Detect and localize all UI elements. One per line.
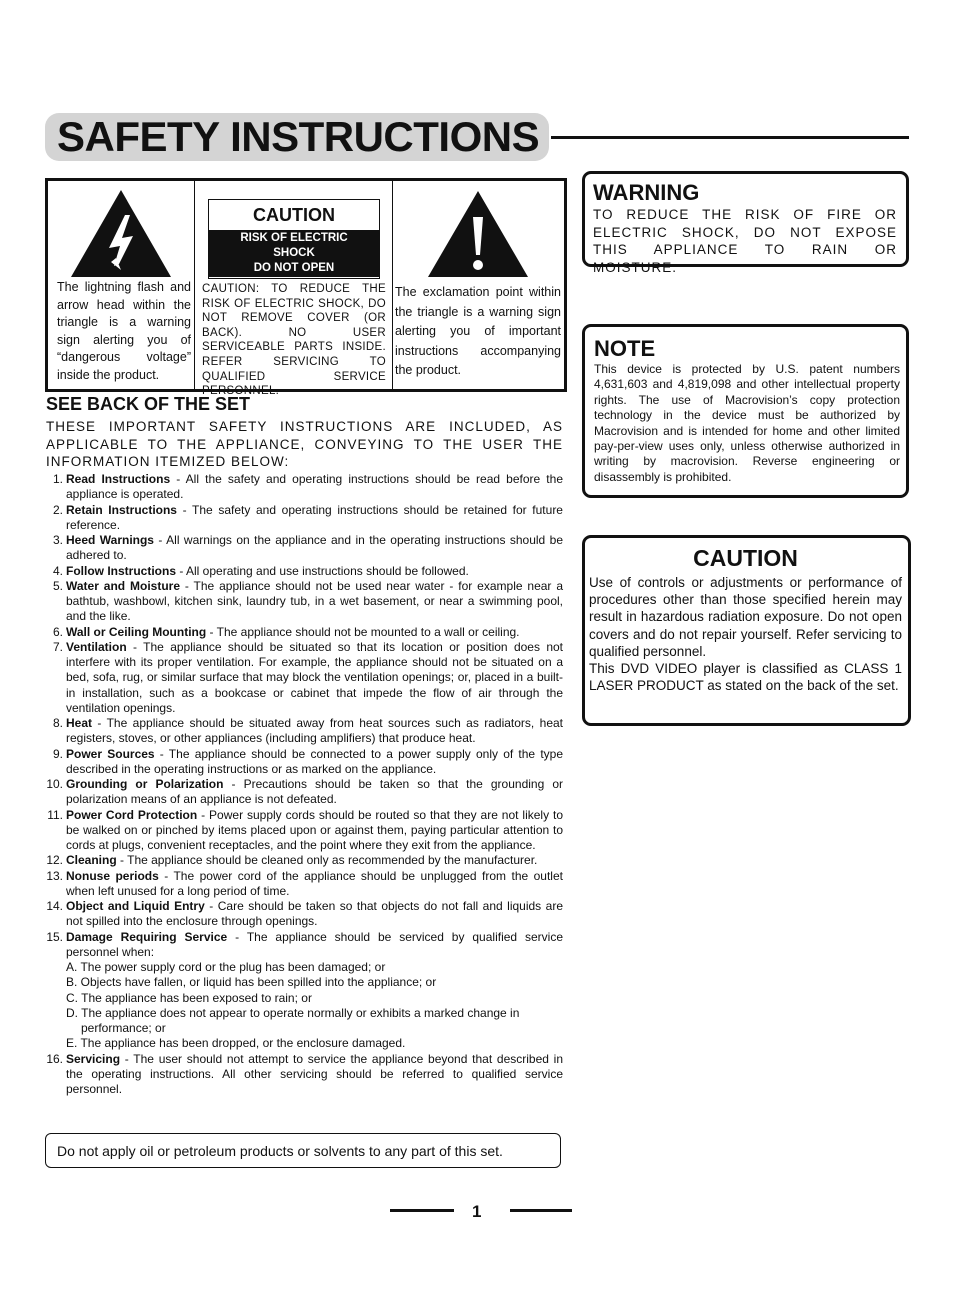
item-title: Servicing bbox=[66, 1051, 121, 1066]
list-item bbox=[46, 579, 563, 625]
divider bbox=[392, 181, 393, 389]
list-item bbox=[46, 747, 563, 778]
list-item bbox=[46, 625, 563, 640]
divider bbox=[194, 181, 195, 389]
instructions-list bbox=[46, 472, 563, 1097]
note-text: This device is protected by U.S. patent numbers 4,631,603 and 4,819,098 and other intellectual property rights. The use of Macrovision’s copy protection technology in the device must be authorized by Macrovision and is intended for home and other limited pay-per-view uses only, unless otherwise authorized in writing by macrovision. Reverse engineering or disassembly is prohibited. bbox=[594, 362, 900, 484]
sub-item: performance; or bbox=[81, 1021, 166, 1035]
caution-label-line: RISK OF ELECTRIC bbox=[240, 232, 348, 244]
item-text: - Precautions should be taken so that the grounding or polarization means of an appliance is not defeated. bbox=[66, 777, 563, 807]
item-title: Ventilation bbox=[66, 639, 127, 654]
item-number: 16. bbox=[46, 1051, 63, 1066]
caution-label bbox=[208, 199, 380, 279]
item-text: - The appliance should be connected to a power supply only of the type described in the operating instructions or as marked on the appliance. bbox=[66, 746, 564, 776]
caution-box-title: CAUTION bbox=[693, 545, 798, 571]
caution-description: CAUTION: TO REDUCE THE RISK OF ELECTRIC SHOCK, DO NOT REMOVE COVER (OR BACK). NO USER SERVICEABLE PARTS INSIDE. REFER SERVICING TO QUALIFIED SERVICE PERSONNEL. bbox=[202, 283, 386, 398]
item-number: 10. bbox=[46, 777, 63, 791]
list-item bbox=[46, 899, 563, 930]
list-item bbox=[46, 930, 563, 961]
item-number: 11. bbox=[47, 807, 63, 822]
item-text: - All warnings on the appliance and in the operating instructions should be adhered to. bbox=[66, 533, 563, 563]
list-item bbox=[46, 716, 563, 747]
title-rule bbox=[551, 136, 909, 139]
item-title: Grounding or Polarization bbox=[66, 777, 224, 791]
list-item bbox=[46, 777, 563, 808]
item-number: 4. bbox=[52, 563, 63, 578]
item-title: Damage Requiring Service bbox=[66, 929, 228, 944]
sub-item: C. The appliance has been exposed to rain; or bbox=[66, 990, 312, 1005]
warning-box bbox=[582, 171, 909, 275]
item-number: 1. bbox=[52, 472, 63, 486]
item-title: Cleaning bbox=[66, 853, 117, 868]
item-number: 15. bbox=[46, 929, 63, 944]
item-number: 8. bbox=[52, 716, 63, 730]
section-heading: SEE BACK OF THE SET bbox=[46, 394, 251, 414]
warning-text: TO REDUCE THE RISK OF FIRE OR ELECTRIC SHOCK, DO NOT EXPOSE THIS APPLIANCE TO RAIN OR MOISTURE. bbox=[593, 207, 897, 275]
item-title: Nonuse periods bbox=[66, 868, 159, 883]
lightning-description: The lightning flash and arrow head within the triangle is a warning sign alerting you of “dangerous voltage” inside the product. bbox=[57, 280, 191, 382]
list-item bbox=[46, 472, 563, 503]
caution-label-line: SHOCK bbox=[273, 247, 315, 259]
list-item bbox=[46, 1052, 563, 1098]
caution-label-title: CAUTION bbox=[253, 205, 335, 225]
page-title: SAFETY INSTRUCTIONS bbox=[57, 113, 540, 160]
symbols-box bbox=[45, 178, 567, 398]
exclamation-description: The exclamation point within the triangle is a warning sign alerting you of important instructions accompanying the product. bbox=[395, 285, 561, 377]
list-item bbox=[46, 564, 563, 579]
item-text: - The appliance should not be mounted to a wall or ceiling. bbox=[206, 624, 520, 639]
item-number: 12. bbox=[46, 853, 63, 868]
item-number: 6. bbox=[52, 624, 63, 639]
item-text: - The power cord of the appliance should be unplugged from the outlet when left unused for a long period of time. bbox=[66, 868, 563, 898]
list-item bbox=[46, 533, 563, 564]
item-title: Object and Liquid Entry bbox=[66, 899, 205, 913]
item-number: 13. bbox=[46, 868, 63, 883]
note-box bbox=[582, 324, 909, 498]
intro-text: THESE IMPORTANT SAFETY INSTRUCTIONS ARE INCLUDED, AS APPLICABLE TO THE APPLIANCE, CONVEYING TO THE USER THE INFORMATION ITEMIZED BELOW: bbox=[46, 419, 563, 469]
caution-box-text: Use of controls or adjustments or performance of procedures other than those specified herein may result in hazardous radiation exposure. Do not open covers and do not repair yourself. Refer servicing to qualified personnel. bbox=[589, 575, 902, 659]
item-title: Read Instructions bbox=[66, 472, 171, 486]
item-text: - The appliance should be situated away from heat sources such as radiators, heat registers, stoves, or other appliances (including amplifiers) that produce heat. bbox=[66, 716, 563, 746]
item-title: Follow Instructions bbox=[66, 563, 176, 578]
item-text: - The appliance should be serviced by qualified service personnel when: bbox=[66, 929, 563, 959]
item-number: 5. bbox=[52, 578, 63, 593]
list-item bbox=[46, 869, 563, 900]
caution-box bbox=[582, 535, 911, 726]
item-text: - The appliance should not be used near water - for example near a bathtub, washbowl, kitchen sink, laundry tub, in a wet basement, or near a swimming pool, and the like. bbox=[66, 578, 563, 624]
note-title: NOTE bbox=[594, 336, 656, 361]
item-number: 9. bbox=[52, 746, 63, 761]
item-title: Wall or Ceiling Mounting bbox=[66, 624, 207, 639]
item-title: Heed Warnings bbox=[66, 533, 154, 547]
item-text: - All operating and use instructions should be followed. bbox=[176, 563, 469, 578]
item-number: 7. bbox=[52, 639, 63, 654]
item-title: Power Cord Protection bbox=[66, 807, 198, 822]
item-text: - The safety and operating instructions should be retained for future reference. bbox=[66, 502, 563, 532]
exclamation-warning-icon bbox=[426, 189, 530, 279]
page-number: 1 bbox=[472, 1202, 482, 1221]
list-item bbox=[46, 808, 563, 854]
item-text: - Power supply cords should be routed so that they are not likely to be walked on or pinched by items placed upon or against them, paying particular attention to cords at plugs, convenient receptacles, and the point where they exit from the appliance. bbox=[66, 807, 564, 852]
item-text: - Care should be taken so that objects do not fall and liquids are not spilled into the enclosure through openings. bbox=[66, 899, 563, 929]
caution-label-line: DO NOT OPEN bbox=[253, 262, 335, 274]
list-item bbox=[46, 853, 563, 868]
warning-title: WARNING bbox=[593, 180, 700, 205]
item-number: 14. bbox=[46, 899, 63, 913]
caution-label-body bbox=[209, 230, 379, 277]
item-title: Water and Moisture bbox=[66, 578, 180, 593]
sub-item: B. Objects have fallen, or liquid has been spilled into the appliance; or bbox=[66, 975, 437, 990]
item-number: 2. bbox=[52, 502, 63, 517]
lightning-warning-icon bbox=[69, 188, 173, 280]
page-rule-left bbox=[390, 1209, 454, 1212]
sub-item: E. The appliance has been dropped, or the enclosure damaged. bbox=[66, 1036, 406, 1051]
sub-item: A. The power supply cord or the plug has been damaged; or bbox=[66, 960, 386, 974]
list-item bbox=[46, 503, 563, 534]
item-text: - The appliance should be situated so that its location or position does not interfere with its proper ventilation. For example, the appliance should not be situated on a bed, sofa, rug, or similar surface that may block the ventilation openings; or, placed in a built-in installation, such as a bookcase or cabinet that impede the flow of air through the ventilation openings. bbox=[66, 639, 563, 715]
item-number: 3. bbox=[52, 533, 63, 547]
caution-box-text: This DVD VIDEO player is classified as CLASS 1 LASER PRODUCT as stated on the back of the set. bbox=[589, 661, 902, 694]
item-text: - The user should not attempt to service the appliance beyond that described in the operating instructions. All other servicing should be referred to qualified service personnel. bbox=[66, 1051, 563, 1096]
sub-item: D. The appliance does not appear to operate normally or exhibits a marked change in bbox=[66, 1005, 520, 1020]
page-rule-right bbox=[510, 1209, 572, 1212]
item-title: Heat bbox=[66, 716, 93, 730]
item-text: - The appliance should be cleaned only as recommended by the manufacturer. bbox=[116, 853, 538, 868]
item-title: Retain Instructions bbox=[66, 502, 177, 517]
item-title: Power Sources bbox=[66, 746, 155, 761]
oil-notice: Do not apply oil or petroleum products or solvents to any part of this set. bbox=[45, 1133, 561, 1168]
item-text: - All the safety and operating instructions should be read before the appliance is operated. bbox=[66, 472, 563, 502]
list-item bbox=[46, 640, 563, 716]
